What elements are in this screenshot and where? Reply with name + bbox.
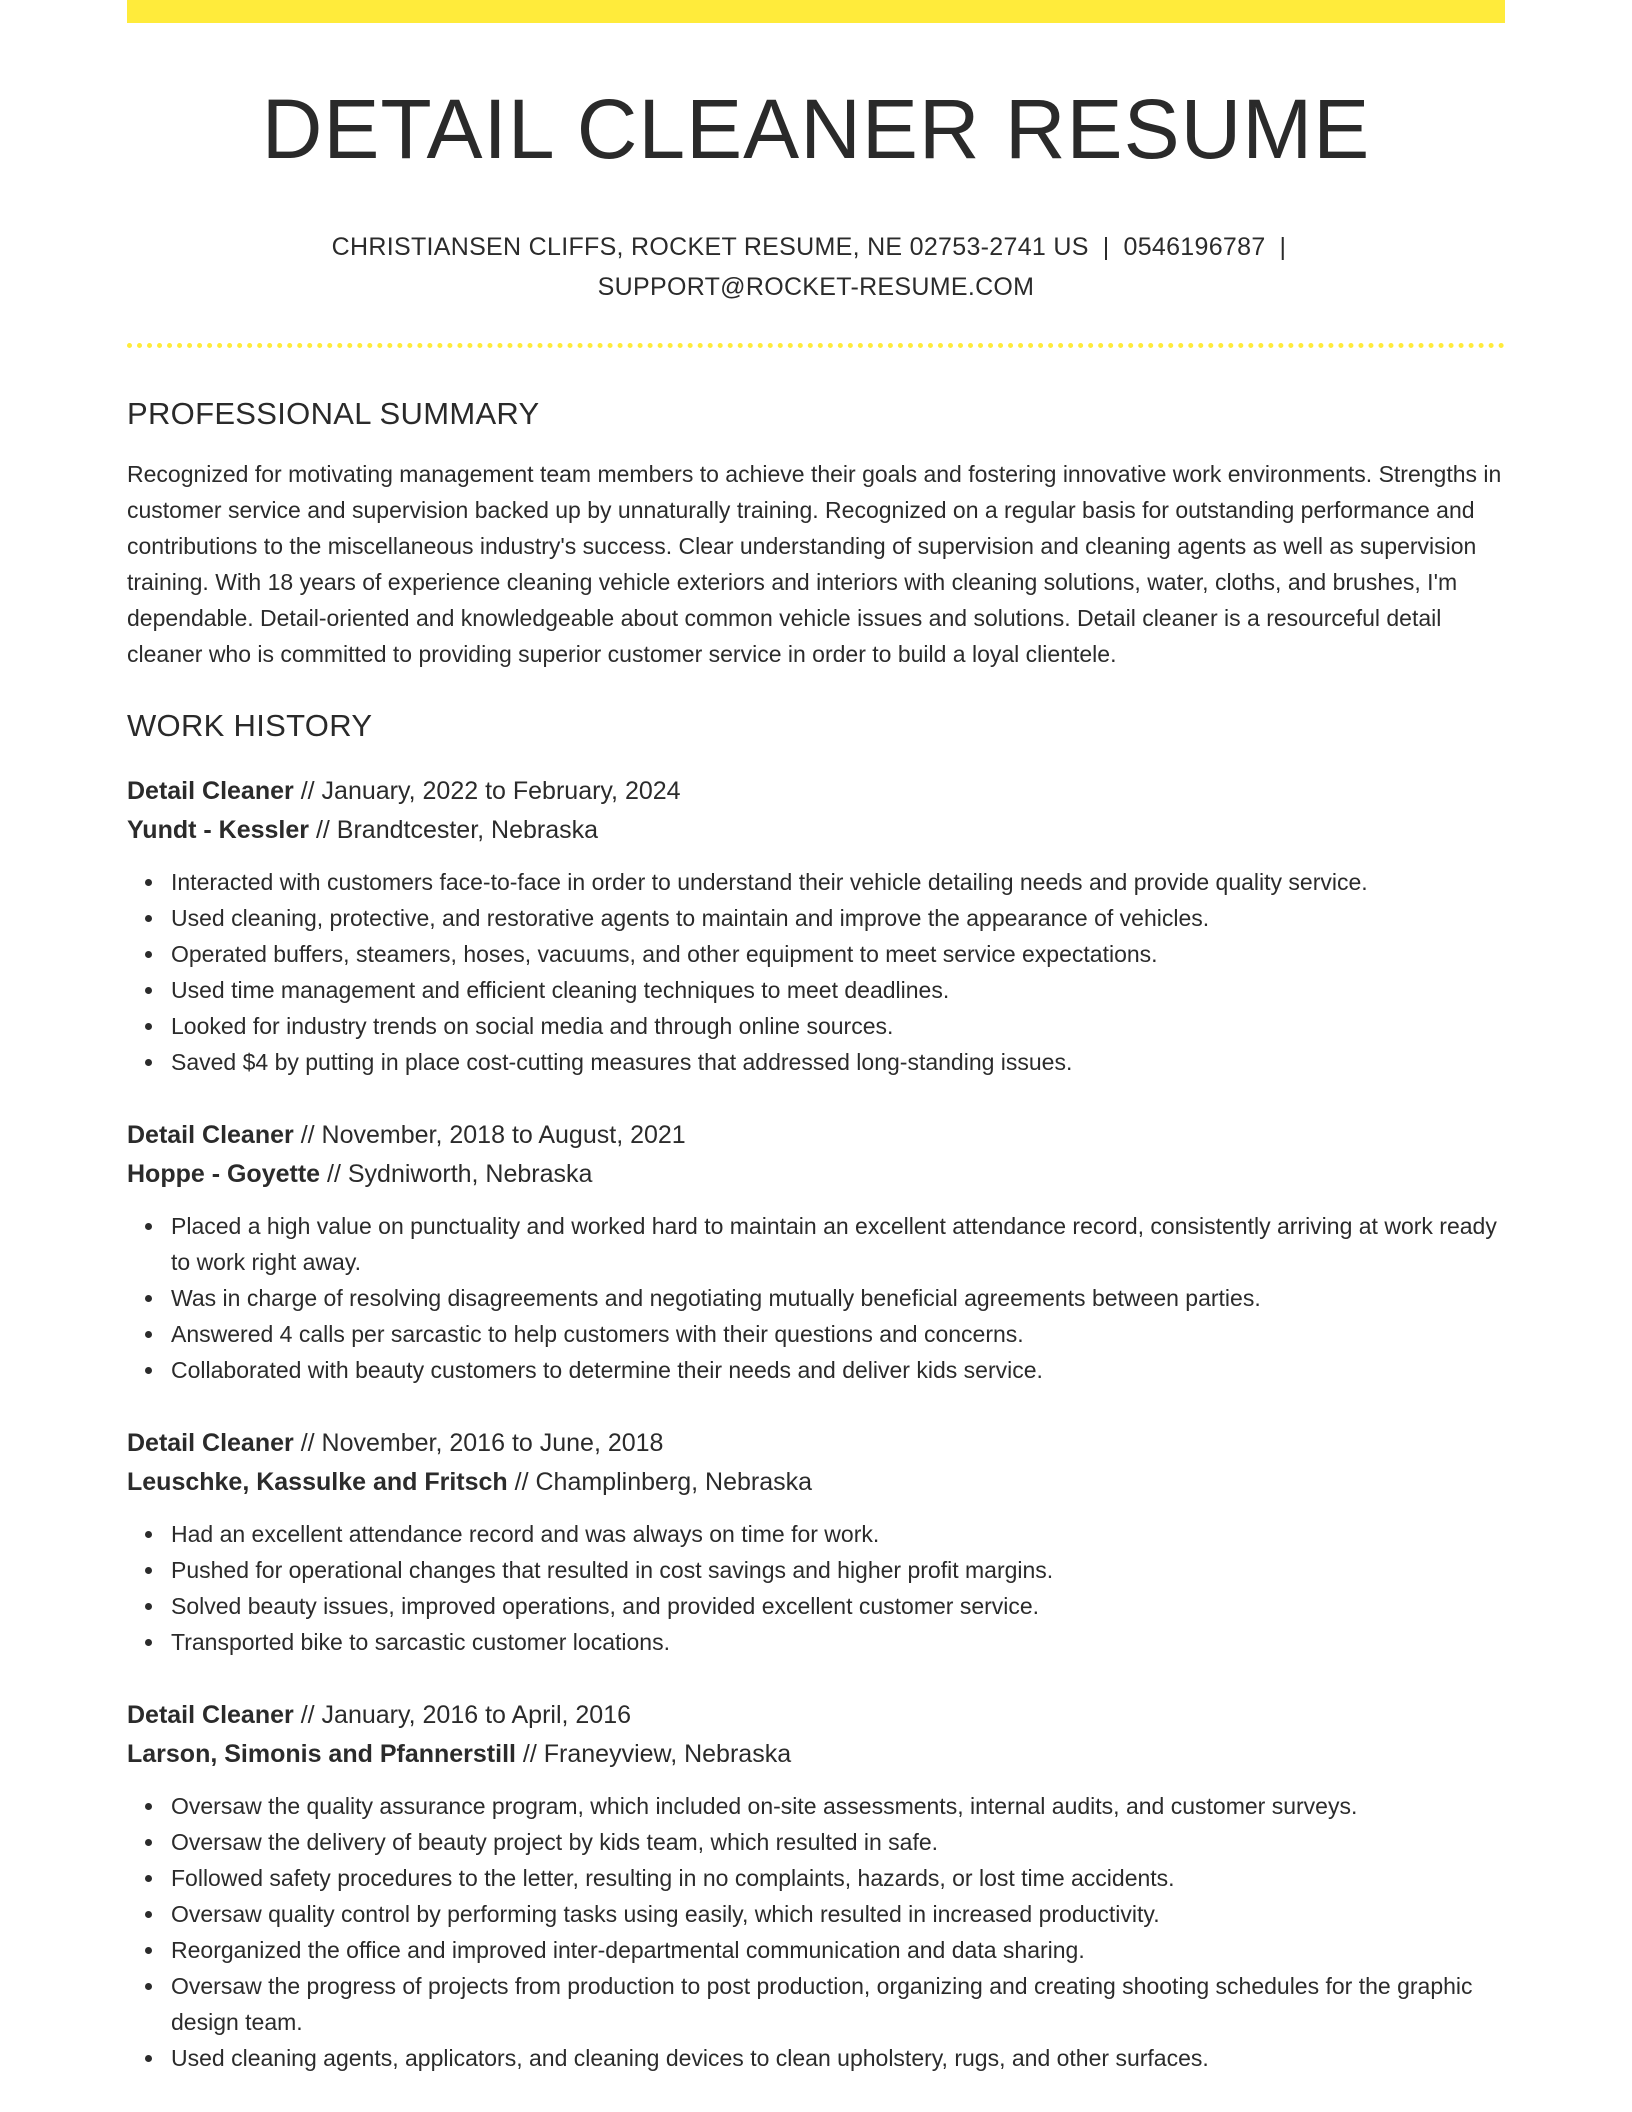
job-separator: // [293, 1429, 322, 1457]
resume-title: DETAIL CLEANER RESUME [261, 82, 1371, 176]
job-bullet-item: Oversaw the progress of projects from production to post production, organizing and creating shooting schedules for the graphic design team. [171, 1968, 1505, 2040]
job-location: Brandtcester, Nebraska [336, 816, 599, 844]
job-company: Hoppe - Goyette [127, 1160, 321, 1188]
job-entry [127, 772, 1505, 1080]
job-separator: // [293, 1121, 322, 1149]
job-bullet-item: Looked for industry trends on social media and through online sources. [171, 1008, 1505, 1044]
job-separator: // [515, 1740, 544, 1768]
job-company: Yundt - Kessler [127, 816, 309, 844]
job-dates: November, 2016 to June, 2018 [321, 1429, 664, 1457]
job-bullet-item: Solved beauty issues, improved operations, and provided excellent customer service. [171, 1588, 1505, 1624]
accent-top-bar [127, 0, 1505, 23]
job-title: Detail Cleaner [127, 777, 294, 805]
job-separator: // [320, 1160, 348, 1188]
contact-separator: | [1102, 233, 1110, 261]
contact-phone: 0546196787 [1123, 233, 1266, 261]
job-bullet-item: Interacted with customers face-to-face in order to understand their vehicle detailing needs and provide quality service. [171, 864, 1505, 900]
job-separator: // [293, 1701, 322, 1729]
job-bullet-item: Used time management and efficient cleaning techniques to meet deadlines. [171, 972, 1505, 1008]
job-bullet-item: Collaborated with beauty customers to determine their needs and deliver kids service. [171, 1352, 1505, 1388]
job-bullets [127, 1788, 1505, 2076]
job-bullet-item: Oversaw the delivery of beauty project by kids team, which resulted in safe. [171, 1824, 1505, 1860]
job-title-line [127, 772, 1505, 811]
job-title: Detail Cleaner [127, 1701, 294, 1729]
job-company-line [127, 811, 1505, 850]
job-bullet-item: Transported bike to sarcastic customer locations. [171, 1624, 1505, 1660]
job-location: Sydniworth, Nebraska [347, 1160, 593, 1188]
job-bullets [127, 864, 1505, 1080]
job-bullet-item: Saved $4 by putting in place cost-cutting measures that addressed long-standing issues. [171, 1044, 1505, 1080]
work-history-list [127, 772, 1505, 2076]
job-company-line [127, 1735, 1505, 1774]
summary-text: Recognized for motivating management team members to achieve their goals and fostering innovative work environments. Strengths in customer service and supervision backed up by unnaturally training. Recognized on a regular basis for outstanding performance and contributions to the miscellaneous industry's success. Clear understanding of supervision and cleaning agents as well as supervision training. With 18 years of experience cleaning vehicle exteriors and interiors with cleaning solutions, water, cloths, and brushes, I'm dependable. Detail-oriented and knowledgeable about common vehicle issues and solutions. Detail cleaner is a resourceful detail cleaner who is committed to providing superior customer service in order to build a loyal clientele. [127, 461, 1502, 667]
dotted-divider [127, 343, 1505, 348]
job-title-line [127, 1424, 1505, 1463]
job-company-line [127, 1155, 1505, 1194]
job-bullet-item: Oversaw quality control by performing tasks using easily, which resulted in increased productivity. [171, 1896, 1505, 1932]
job-title: Detail Cleaner [127, 1121, 294, 1149]
job-bullet-item: Followed safety procedures to the letter, resulting in no complaints, hazards, or lost time accidents. [171, 1860, 1505, 1896]
job-separator: // [293, 777, 322, 805]
job-bullet-item: Placed a high value on punctuality and worked hard to maintain an excellent attendance record, consistently arriving at work ready to work right away. [171, 1208, 1505, 1280]
job-bullet-item: Oversaw the quality assurance program, which included on-site assessments, internal audits, and customer surveys. [171, 1788, 1505, 1824]
job-company: Leuschke, Kassulke and Fritsch [127, 1468, 508, 1496]
job-bullet-item: Reorganized the office and improved inter-departmental communication and data sharing. [171, 1932, 1505, 1968]
contact-address: CHRISTIANSEN CLIFFS, ROCKET RESUME, NE 02753-2741 US [331, 233, 1089, 261]
summary-heading: PROFESSIONAL SUMMARY [127, 396, 540, 431]
contact-email[interactable]: SUPPORT@ROCKET-RESUME.COM [597, 273, 1035, 301]
job-dates: January, 2016 to April, 2016 [321, 1701, 632, 1729]
job-location: Franeyview, Nebraska [543, 1740, 792, 1768]
job-location: Champlinberg, Nebraska [535, 1468, 813, 1496]
job-bullet-item: Used cleaning, protective, and restorative agents to maintain and improve the appearance of vehicles. [171, 900, 1505, 936]
job-title-line [127, 1116, 1505, 1155]
job-bullet-item: Used cleaning agents, applicators, and cleaning devices to clean upholstery, rugs, and other surfaces. [171, 2040, 1505, 2076]
job-separator: // [507, 1468, 536, 1496]
work-history-heading: WORK HISTORY [127, 708, 373, 743]
job-title: Detail Cleaner [127, 1429, 294, 1457]
job-dates: January, 2022 to February, 2024 [321, 777, 681, 805]
job-entry [127, 1696, 1505, 2076]
contact-separator: | [1279, 233, 1287, 261]
job-bullets [127, 1516, 1505, 1660]
job-entry [127, 1424, 1505, 1660]
job-company: Larson, Simonis and Pfannerstill [127, 1740, 516, 1768]
job-bullet-item: Pushed for operational changes that resulted in cost savings and higher profit margins. [171, 1552, 1505, 1588]
job-bullet-item: Operated buffers, steamers, hoses, vacuums, and other equipment to meet service expectations. [171, 936, 1505, 972]
contact-info [127, 227, 1505, 307]
job-title-line [127, 1696, 1505, 1735]
job-separator: // [309, 816, 337, 844]
job-bullet-item: Was in charge of resolving disagreements and negotiating mutually beneficial agreements between parties. [171, 1280, 1505, 1316]
job-bullet-item: Had an excellent attendance record and was always on time for work. [171, 1516, 1505, 1552]
job-company-line [127, 1463, 1505, 1502]
job-bullets [127, 1208, 1505, 1388]
job-dates: November, 2018 to August, 2021 [321, 1121, 686, 1149]
job-bullet-item: Answered 4 calls per sarcastic to help customers with their questions and concerns. [171, 1316, 1505, 1352]
job-entry [127, 1116, 1505, 1388]
